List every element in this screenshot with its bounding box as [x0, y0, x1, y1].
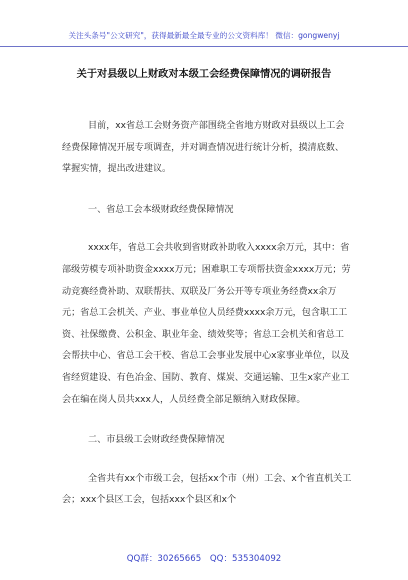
- section-heading-county: 二、市县级工会财政经费保障情况: [88, 435, 225, 446]
- document-body: [62, 116, 352, 531]
- paragraph-county: 全省共有xx个市级工会，包括xx个市（州）工会、x个省直机关工会；xxx个县区工会，包括xxx个县区和x个: [62, 473, 352, 506]
- qq-label: QQ：535304092: [209, 554, 282, 564]
- paragraph-provincial: xxxx年，省总工会共收到省财政补助收入xxxx余万元，其中：省部级劳模专项补助资金xxxx万元；困难职工专项帮扶资金xxxx万元；劳动竞赛经费补助、双联帮扶、双联及厂务公开等专项业务经费xx余万元；省总工会机关、产业、事业单位人员经费xxxx余万元，包含职工工资、社保缴费、公积金、职业年金、绩效奖等；省总工会机关和省总工会帮扶中心、省总工会干校、省总工会事业发展中心x家事业单位，以及省经贸建设、有色冶金、国防、教育、煤炭、交通运输、卫生x家产业工会在编在岗人员共xxx人，人员经费全部足额纳入财政保障。: [62, 243, 351, 405]
- section-heading-provincial: 一、省总工会本级财政经费保障情况: [88, 204, 234, 215]
- promo-header: [0, 0, 408, 47]
- contact-footer: [0, 552, 408, 564]
- paragraph-intro: 目前，xx省总工会财务资产部围绕全省地方财政对县级以上工会经费保障情况开展专项调查，并对调查情况进行统计分析，摸清底数、掌握实情，提出改进建议。: [62, 121, 345, 175]
- promo-text: 关注头条号"公文研究"，获得最新最全最专业的公文资料库！ 微信：gongwenyj: [68, 31, 340, 40]
- document-title: 关于对县级以上财政对本级工会经费保障情况的调研报告: [76, 69, 332, 80]
- qq-group-label: QQ群：30265665: [126, 554, 202, 564]
